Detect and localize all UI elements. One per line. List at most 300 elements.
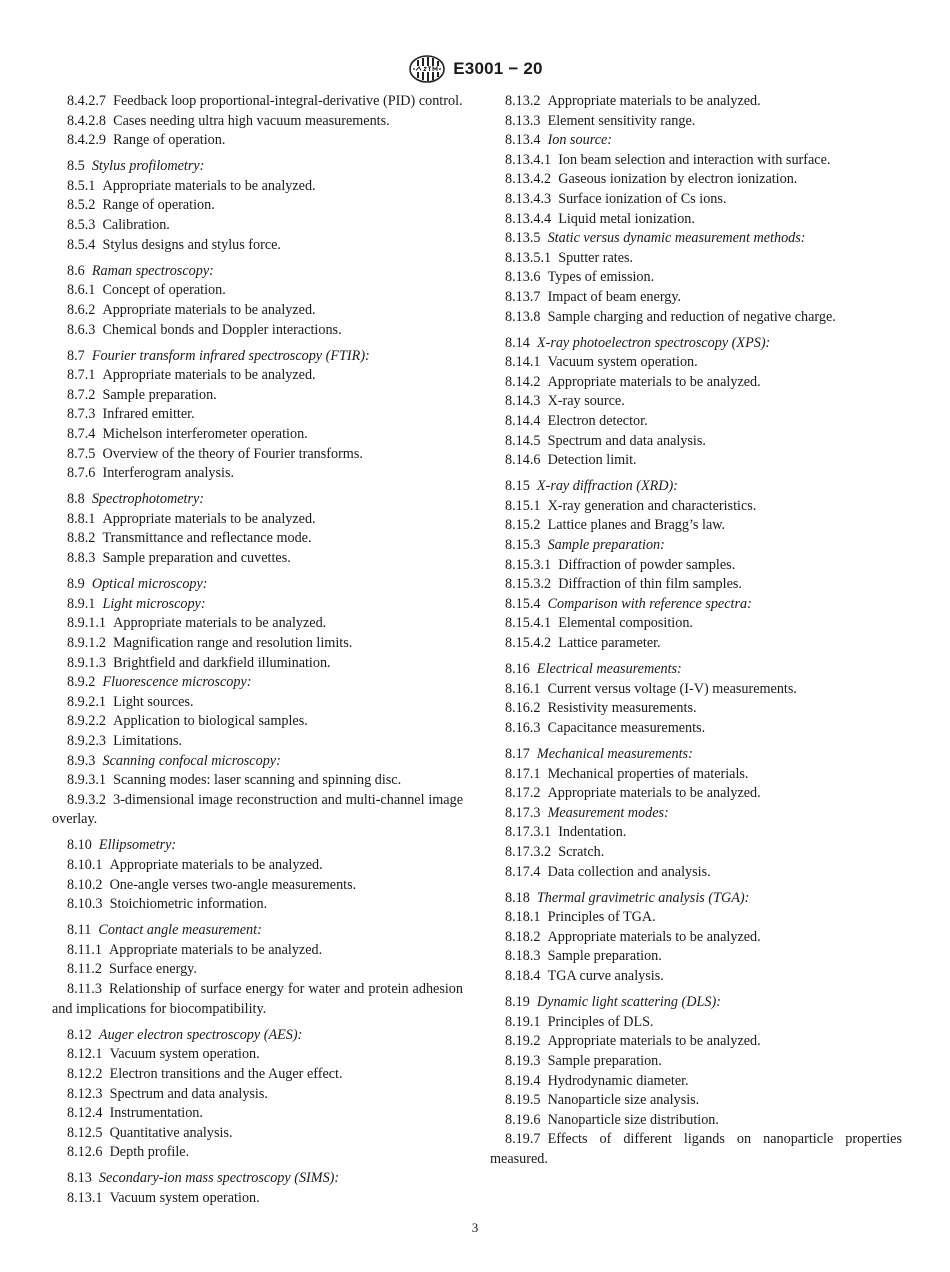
section-text: Nanoparticle size distribution. xyxy=(547,1111,719,1128)
section-number: 8.5 xyxy=(67,158,85,175)
section-number: 8.11.3 xyxy=(67,981,102,998)
page-number: 3 xyxy=(471,1220,479,1235)
section-item xyxy=(52,177,463,197)
section-text: Indentation. xyxy=(558,824,627,841)
section-text: Magnification range and resolution limits. xyxy=(113,634,353,651)
section-item xyxy=(490,634,902,654)
section-text: Current versus voltage (I-V) measurements. xyxy=(547,680,797,697)
section-number: 8.16.1 xyxy=(505,680,541,697)
section-item xyxy=(52,157,463,177)
section-item xyxy=(490,699,902,719)
section-heading: Fourier transform infrared spectroscopy (FTIR): xyxy=(91,347,370,364)
section-item xyxy=(490,967,902,987)
section-number: 8.12.6 xyxy=(67,1144,103,1161)
section-heading: Dynamic light scattering (DLS): xyxy=(536,994,721,1011)
section-item xyxy=(52,960,463,980)
section-text: Sample charging and reduction of negative charge. xyxy=(547,308,836,325)
section-item xyxy=(490,889,902,909)
section-text: Diffraction of powder samples. xyxy=(558,556,736,573)
section-number: 8.13.7 xyxy=(505,288,541,305)
section-heading: Sample preparation: xyxy=(547,537,665,554)
section-item xyxy=(490,92,902,112)
section-heading: Stylus profilometry: xyxy=(91,158,205,175)
section-text: Principles of TGA. xyxy=(547,909,656,926)
section-item xyxy=(490,432,902,452)
section-item xyxy=(490,908,902,928)
section-item xyxy=(490,804,902,824)
section-heading: Scanning confocal microscopy: xyxy=(102,752,281,769)
section-heading: X-ray photoelectron spectroscopy (XPS): xyxy=(536,334,771,351)
section-item xyxy=(52,464,463,484)
section-text: Sputter rates. xyxy=(558,249,634,266)
section-text: Resistivity measurements. xyxy=(547,700,697,717)
section-heading: Ion source: xyxy=(547,132,613,149)
section-item xyxy=(52,1189,463,1209)
section-text: Brightfield and darkfield illumination. xyxy=(113,654,331,671)
section-number: 8.17.3.1 xyxy=(505,824,552,841)
section-number: 8.7.1 xyxy=(67,367,96,384)
section-text: Application to biological samples. xyxy=(113,713,308,730)
section-text: Spectrum and data analysis. xyxy=(109,1085,268,1102)
section-item xyxy=(490,1032,902,1052)
section-item xyxy=(490,595,902,615)
section-number: 8.18.2 xyxy=(505,928,541,945)
section-item xyxy=(52,732,463,752)
section-number: 8.11 xyxy=(67,922,92,939)
section-item xyxy=(490,151,902,171)
section-item xyxy=(52,196,463,216)
section-number: 8.4.2.8 xyxy=(67,112,107,129)
section-item xyxy=(490,823,902,843)
section-item xyxy=(52,1065,463,1085)
section-number: 8.18.3 xyxy=(505,948,541,965)
section-text: Electron transitions and the Auger effect. xyxy=(109,1065,343,1082)
section-item xyxy=(490,660,902,680)
section-number: 8.12.5 xyxy=(67,1124,103,1141)
section-number: 8.13.5 xyxy=(505,230,541,247)
section-number: 8.12.1 xyxy=(67,1046,103,1063)
section-item xyxy=(490,412,902,432)
section-item xyxy=(52,1124,463,1144)
section-item xyxy=(490,556,902,576)
section-number: 8.14.2 xyxy=(505,373,541,390)
section-item xyxy=(490,268,902,288)
section-item xyxy=(52,1143,463,1163)
section-number: 8.9.1 xyxy=(67,595,96,612)
section-item xyxy=(490,477,902,497)
section-number: 8.9.1.1 xyxy=(67,615,107,632)
section-number: 8.19.5 xyxy=(505,1092,541,1109)
section-text: Surface energy. xyxy=(109,961,197,978)
section-text: Appropriate materials to be analyzed. xyxy=(547,1033,761,1050)
section-item xyxy=(490,516,902,536)
section-text: Appropriate materials to be analyzed. xyxy=(102,367,316,384)
section-number: 8.9.3.2 xyxy=(67,791,107,808)
section-text: Appropriate materials to be analyzed. xyxy=(109,856,323,873)
section-number: 8.9.3 xyxy=(67,752,96,769)
section-text: Quantitative analysis. xyxy=(109,1124,233,1141)
section-number: 8.9.3.1 xyxy=(67,772,107,789)
section-item xyxy=(52,510,463,530)
section-number: 8.17.2 xyxy=(505,785,541,802)
section-item xyxy=(52,216,463,236)
section-text: Appropriate materials to be analyzed. xyxy=(102,301,316,318)
section-number: 8.10 xyxy=(67,837,92,854)
section-item xyxy=(52,92,463,112)
section-text: Overview of the theory of Fourier transforms. xyxy=(102,445,363,462)
section-text: Scratch. xyxy=(558,843,605,860)
section-text: Sample preparation. xyxy=(547,1052,662,1069)
section-text: Diffraction of thin film samples. xyxy=(558,576,742,593)
section-heading: Auger electron spectroscopy (AES): xyxy=(98,1026,303,1043)
section-item xyxy=(52,405,463,425)
section-text: Sample preparation. xyxy=(102,386,217,403)
section-heading: X-ray diffraction (XRD): xyxy=(536,478,678,495)
section-text: Principles of DLS. xyxy=(547,1013,654,1030)
section-item xyxy=(490,190,902,210)
section-number: 8.15.4 xyxy=(505,595,541,612)
section-item xyxy=(52,673,463,693)
section-number: 8.6.3 xyxy=(67,321,96,338)
section-number: 8.17 xyxy=(505,746,530,762)
section-number: 8.18.4 xyxy=(505,968,541,985)
section-item xyxy=(52,595,463,615)
section-number: 8.13.4.4 xyxy=(505,210,552,227)
section-text: Limitations. xyxy=(113,732,183,749)
section-number: 8.15.3 xyxy=(505,537,541,554)
section-number: 8.14.5 xyxy=(505,432,541,449)
section-number: 8.8.1 xyxy=(67,510,96,527)
section-text: Vacuum system operation. xyxy=(109,1046,260,1063)
section-item xyxy=(52,895,463,915)
section-text: Ion beam selection and interaction with surface. xyxy=(558,151,831,168)
section-item xyxy=(490,334,902,354)
section-number: 8.9.2 xyxy=(67,674,96,691)
section-text: Sample preparation. xyxy=(547,948,662,965)
section-number: 8.19.1 xyxy=(505,1013,541,1030)
section-item xyxy=(52,445,463,465)
section-text: Surface ionization of Cs ions. xyxy=(558,190,727,207)
section-heading: Contact angle measurement: xyxy=(98,922,262,939)
section-item xyxy=(52,712,463,732)
section-number: 8.6.1 xyxy=(67,282,96,299)
section-number: 8.16 xyxy=(505,661,530,678)
section-text: Element sensitivity range. xyxy=(547,112,696,129)
section-item xyxy=(490,229,902,249)
section-number: 8.14.6 xyxy=(505,452,541,469)
section-item xyxy=(490,131,902,151)
section-text: Appropriate materials to be analyzed. xyxy=(547,373,761,390)
section-item xyxy=(52,921,463,941)
section-number: 8.15.3.1 xyxy=(505,556,552,573)
section-item xyxy=(52,575,463,595)
section-number: 8.17.3 xyxy=(505,804,541,821)
section-number: 8.9.1.3 xyxy=(67,654,107,671)
section-number: 8.13.8 xyxy=(505,308,541,325)
section-heading: Optical microscopy: xyxy=(91,576,208,593)
section-item xyxy=(52,529,463,549)
section-heading: Spectrophotometry: xyxy=(91,491,204,508)
section-text: X-ray generation and characteristics. xyxy=(547,497,757,514)
section-text: Calibration. xyxy=(102,217,170,234)
section-text: X-ray source. xyxy=(547,393,625,410)
section-number: 8.12.3 xyxy=(67,1085,103,1102)
section-text: Gaseous ionization by electron ionization. xyxy=(558,171,798,188)
page-header xyxy=(0,54,950,84)
section-text: Michelson interferometer operation. xyxy=(102,426,308,442)
section-number: 8.5.2 xyxy=(67,197,96,214)
section-item xyxy=(52,386,463,406)
section-heading: Static versus dynamic measurement methods: xyxy=(547,230,806,247)
section-number: 8.13.4 xyxy=(505,132,541,149)
section-item xyxy=(52,281,463,301)
section-number: 8.13.4.2 xyxy=(505,171,552,188)
section-heading: Electrical measurements: xyxy=(536,661,682,678)
section-number: 8.13.4.1 xyxy=(505,151,552,168)
section-number: 8.15.4.1 xyxy=(505,615,552,632)
section-number: 8.15.3.2 xyxy=(505,576,552,593)
section-item xyxy=(490,451,902,471)
section-number: 8.6 xyxy=(67,262,85,279)
section-text: Vacuum system operation. xyxy=(547,354,698,371)
section-item xyxy=(490,863,902,883)
section-text: Capacitance measurements. xyxy=(547,719,706,736)
section-number: 8.18 xyxy=(505,889,530,906)
section-item xyxy=(490,765,902,785)
section-text: One-angle verses two-angle measurements. xyxy=(109,876,357,893)
section-item xyxy=(490,745,902,765)
section-item xyxy=(52,131,463,151)
section-number: 8.10.2 xyxy=(67,876,103,893)
section-text: Appropriate materials to be analyzed. xyxy=(113,615,327,632)
section-number: 8.19.2 xyxy=(505,1033,541,1050)
section-item xyxy=(490,288,902,308)
section-text: Mechanical properties of materials. xyxy=(547,765,749,782)
section-text: Concept of operation. xyxy=(102,282,226,299)
section-number: 8.12 xyxy=(67,1026,92,1043)
section-number: 8.14.3 xyxy=(505,393,541,410)
section-item xyxy=(52,321,463,341)
section-text: Appropriate materials to be analyzed. xyxy=(102,510,316,527)
section-text: Sample preparation and cuvettes. xyxy=(102,550,291,567)
section-item xyxy=(490,497,902,517)
section-item xyxy=(490,392,902,412)
section-text: Cases needing ultra high vacuum measurements. xyxy=(113,112,390,129)
section-item xyxy=(490,112,902,132)
section-number: 8.19.4 xyxy=(505,1072,541,1089)
section-text: Detection limit. xyxy=(547,452,637,469)
section-item xyxy=(490,928,902,948)
section-heading: Ellipsometry: xyxy=(98,837,177,854)
section-text: Interferogram analysis. xyxy=(102,465,235,482)
section-item xyxy=(52,549,463,569)
section-item xyxy=(490,719,902,739)
section-number: 8.7 xyxy=(67,347,85,364)
section-text: Impact of beam energy. xyxy=(547,288,682,305)
section-item xyxy=(52,752,463,772)
section-text: Transmittance and reflectance mode. xyxy=(102,530,312,547)
section-item xyxy=(490,249,902,269)
section-number: 8.7.2 xyxy=(67,386,96,403)
section-item xyxy=(52,262,463,282)
section-text: Spectrum and data analysis. xyxy=(547,432,706,449)
section-text: Lattice parameter. xyxy=(558,635,661,652)
section-number: 8.15 xyxy=(505,478,530,495)
section-number: 8.7.6 xyxy=(67,465,96,482)
section-item xyxy=(52,366,463,386)
section-number: 8.13.3 xyxy=(505,112,541,129)
section-number: 8.18.1 xyxy=(505,909,541,926)
section-text: Instrumentation. xyxy=(109,1105,203,1122)
section-item xyxy=(52,634,463,654)
section-text: Stoichiometric information. xyxy=(109,896,268,913)
section-item xyxy=(490,993,902,1013)
section-number: 8.5.3 xyxy=(67,217,96,234)
section-number: 8.15.1 xyxy=(505,497,541,514)
section-item xyxy=(52,490,463,510)
section-heading: Fluorescence microscopy: xyxy=(102,674,252,691)
section-number: 8.13.6 xyxy=(505,269,541,286)
section-item xyxy=(490,843,902,863)
section-item xyxy=(52,236,463,256)
section-item xyxy=(52,693,463,713)
section-item xyxy=(52,301,463,321)
section-item xyxy=(52,112,463,132)
section-item xyxy=(52,791,463,830)
section-text: Vacuum system operation. xyxy=(109,1189,260,1206)
left-column xyxy=(52,92,463,1209)
section-item xyxy=(52,1085,463,1105)
section-heading: Secondary-ion mass spectroscopy (SIMS): xyxy=(98,1170,340,1187)
section-number: 8.15.2 xyxy=(505,517,541,534)
section-item xyxy=(490,1072,902,1092)
section-item xyxy=(52,1026,463,1046)
section-number: 8.9 xyxy=(67,576,85,593)
section-number: 8.15.4.2 xyxy=(505,635,552,652)
section-text: Hydrodynamic diameter. xyxy=(547,1072,689,1089)
section-item xyxy=(52,1169,463,1189)
section-item xyxy=(490,210,902,230)
section-item xyxy=(490,784,902,804)
section-number: 8.13.2 xyxy=(505,93,541,109)
section-number: 8.12.2 xyxy=(67,1065,103,1082)
section-number: 8.9.2.1 xyxy=(67,693,107,710)
section-item xyxy=(52,1045,463,1065)
section-item xyxy=(490,353,902,373)
section-number: 8.19 xyxy=(505,994,530,1011)
section-item xyxy=(490,947,902,967)
section-number: 8.14.4 xyxy=(505,413,541,429)
section-item xyxy=(490,170,902,190)
section-number: 8.5.4 xyxy=(67,236,96,253)
section-number: 8.19.7 xyxy=(505,1131,541,1148)
section-text: Appropriate materials to be analyzed. xyxy=(547,93,761,109)
section-item xyxy=(490,1130,902,1169)
section-number: 8.17.1 xyxy=(505,765,541,782)
section-text: Appropriate materials to be analyzed. xyxy=(547,928,761,945)
section-number: 8.4.2.9 xyxy=(67,132,107,149)
section-item xyxy=(52,941,463,961)
section-number: 8.13.4.3 xyxy=(505,190,552,207)
section-text: Depth profile. xyxy=(109,1144,190,1161)
section-heading: Mechanical measurements: xyxy=(536,746,693,762)
section-number: 8.9.2.3 xyxy=(67,732,107,749)
section-item xyxy=(52,425,463,445)
section-number: 8.13.1 xyxy=(67,1189,103,1206)
section-number: 8.8.2 xyxy=(67,530,96,547)
section-number: 8.14.1 xyxy=(505,354,541,371)
section-item xyxy=(490,1091,902,1111)
section-item xyxy=(490,575,902,595)
section-heading: Thermal gravimetric analysis (TGA): xyxy=(536,889,750,906)
section-number: 8.10.3 xyxy=(67,896,103,913)
section-text: Appropriate materials to be analyzed. xyxy=(102,177,316,194)
section-text: Relationship of surface energy for water and protein adhesion and implications for biocompatibility. xyxy=(52,981,463,1017)
section-number: 8.17.3.2 xyxy=(505,843,552,860)
section-number: 8.16.3 xyxy=(505,719,541,736)
section-item xyxy=(490,536,902,556)
section-text: Effects of different ligands on nanoparticle properties measured. xyxy=(490,1131,902,1167)
section-number: 8.7.4 xyxy=(67,426,96,442)
section-item xyxy=(52,836,463,856)
section-number: 8.16.2 xyxy=(505,700,541,717)
section-text: Stylus designs and stylus force. xyxy=(102,236,281,253)
section-number: 8.5.1 xyxy=(67,177,96,194)
section-item xyxy=(52,347,463,367)
section-text: Liquid metal ionization. xyxy=(558,210,695,227)
section-item xyxy=(490,614,902,634)
section-number: 8.17.4 xyxy=(505,863,541,880)
section-item xyxy=(52,876,463,896)
section-item xyxy=(52,980,463,1019)
section-number: 8.19.3 xyxy=(505,1052,541,1069)
section-text: Appropriate materials to be analyzed. xyxy=(109,941,323,958)
document-designation: E3001 − 20 xyxy=(453,59,543,78)
right-column xyxy=(490,92,902,1169)
section-number: 8.7.5 xyxy=(67,445,96,462)
section-item xyxy=(490,680,902,700)
section-text: Appropriate materials to be analyzed. xyxy=(547,785,761,802)
section-item xyxy=(52,1104,463,1124)
section-text: Elemental composition. xyxy=(558,615,693,632)
section-text: Lattice planes and Bragg’s law. xyxy=(547,517,726,534)
section-number: 8.8.3 xyxy=(67,550,96,567)
astm-logo-icon xyxy=(407,54,447,84)
section-number: 8.7.3 xyxy=(67,406,96,423)
section-item xyxy=(52,654,463,674)
section-number: 8.8 xyxy=(67,491,85,508)
section-item xyxy=(52,771,463,791)
section-number: 8.9.2.2 xyxy=(67,713,107,730)
section-heading: Light microscopy: xyxy=(102,595,206,612)
section-text: Infrared emitter. xyxy=(102,406,195,423)
section-text: Light sources. xyxy=(113,693,194,710)
section-heading: Raman spectroscopy: xyxy=(91,262,214,279)
section-text: 3-dimensional image reconstruction and multi-channel image overlay. xyxy=(52,791,463,828)
section-text: Data collection and analysis. xyxy=(547,863,711,880)
section-item xyxy=(490,1111,902,1131)
section-text: Range of operation. xyxy=(113,132,226,149)
section-text: TGA curve analysis. xyxy=(547,968,664,985)
section-item xyxy=(490,308,902,328)
section-item xyxy=(52,856,463,876)
section-number: 8.10.1 xyxy=(67,856,103,873)
section-text: Scanning modes: laser scanning and spinning disc. xyxy=(113,772,402,789)
section-text: Chemical bonds and Doppler interactions. xyxy=(102,321,342,338)
section-number: 8.14 xyxy=(505,334,530,351)
section-number: 8.19.6 xyxy=(505,1111,541,1128)
section-number: 8.9.1.2 xyxy=(67,634,107,651)
